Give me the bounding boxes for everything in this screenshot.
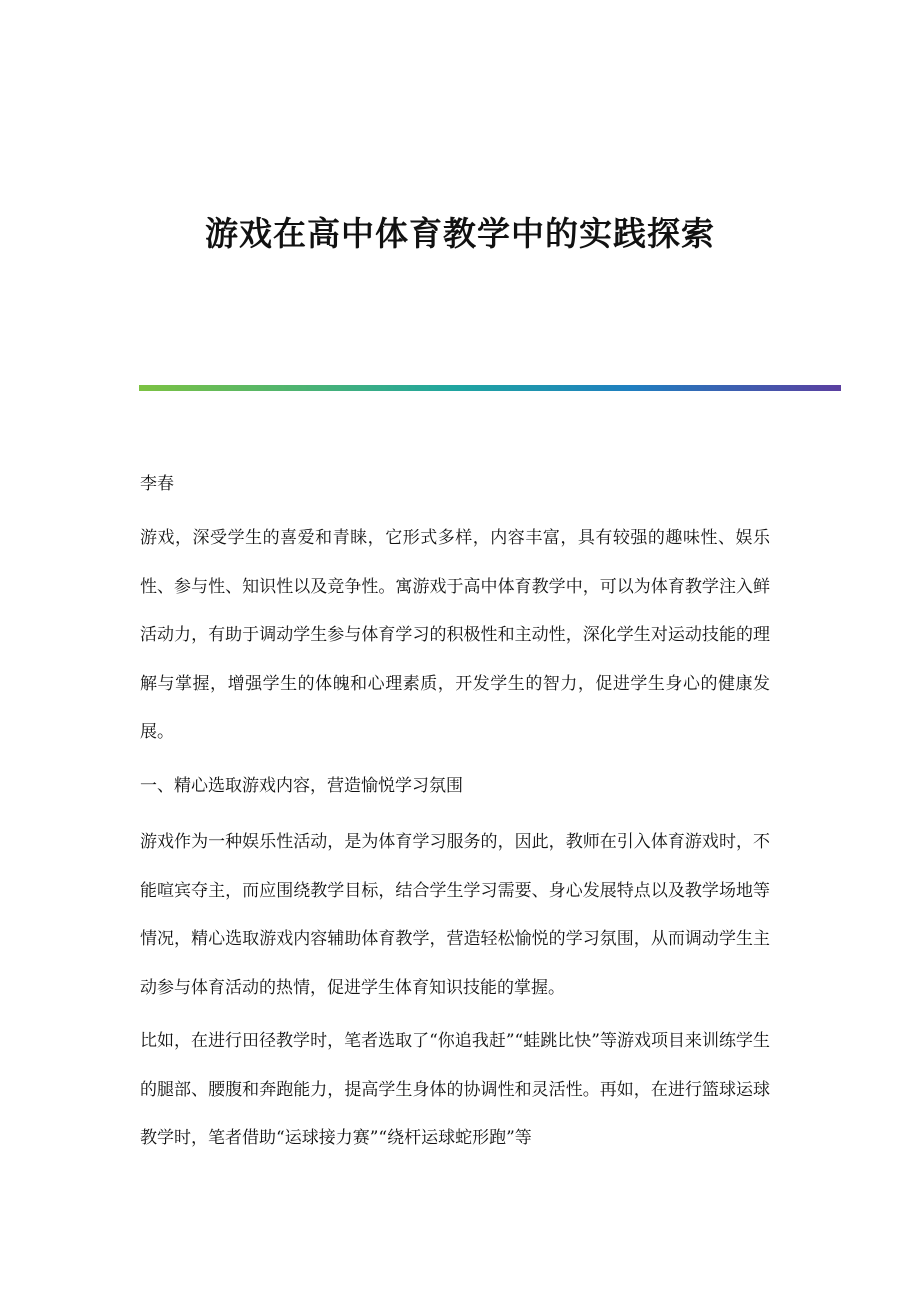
body-paragraph: 游戏作为一种娱乐性活动，是为体育学习服务的，因此，教师在引入体育游戏时，不能喧宾夺主，而应围绕教学目标，结合学生学习需要、身心发展特点以及教学场地等情况，精心选取游戏内容辅助体育教学，营造轻松愉悦的学习氛围，从而调动学生主动参与体育活动的热情，促进学生体育知识技能的掌握。 bbox=[140, 832, 770, 998]
section-heading: 一、精心选取游戏内容，营造愉悦学习氛围 bbox=[140, 776, 463, 796]
page-title: 游戏在高中体育教学中的实践探索 bbox=[205, 214, 715, 253]
body-paragraph: 游戏，深受学生的喜爱和青睐，它形式多样，内容丰富，具有较强的趣味性、娱乐性、参与性、知识性以及竞争性。寓游戏于高中体育教学中，可以为体育教学注入鲜活动力，有助于调动学生参与体育学习的积极性和主动性，深化学生对运动技能的理解与掌握，增强学生的体魄和心理素质，开发学生的智力，促进学生身心的健康发展。 bbox=[140, 528, 770, 742]
title-divider bbox=[139, 385, 841, 391]
body-paragraph: 比如，在进行田径教学时，笔者选取了“你追我赶”“蛙跳比快”等游戏项目来训练学生的腿部、腰腹和奔跑能力，提高学生身体的协调性和灵活性。再如，在进行篮球运球教学时，笔者借助“运球接力赛”“绕杆运球蛇形跑”等 bbox=[140, 1031, 770, 1148]
author-name: 李春 bbox=[140, 474, 174, 494]
